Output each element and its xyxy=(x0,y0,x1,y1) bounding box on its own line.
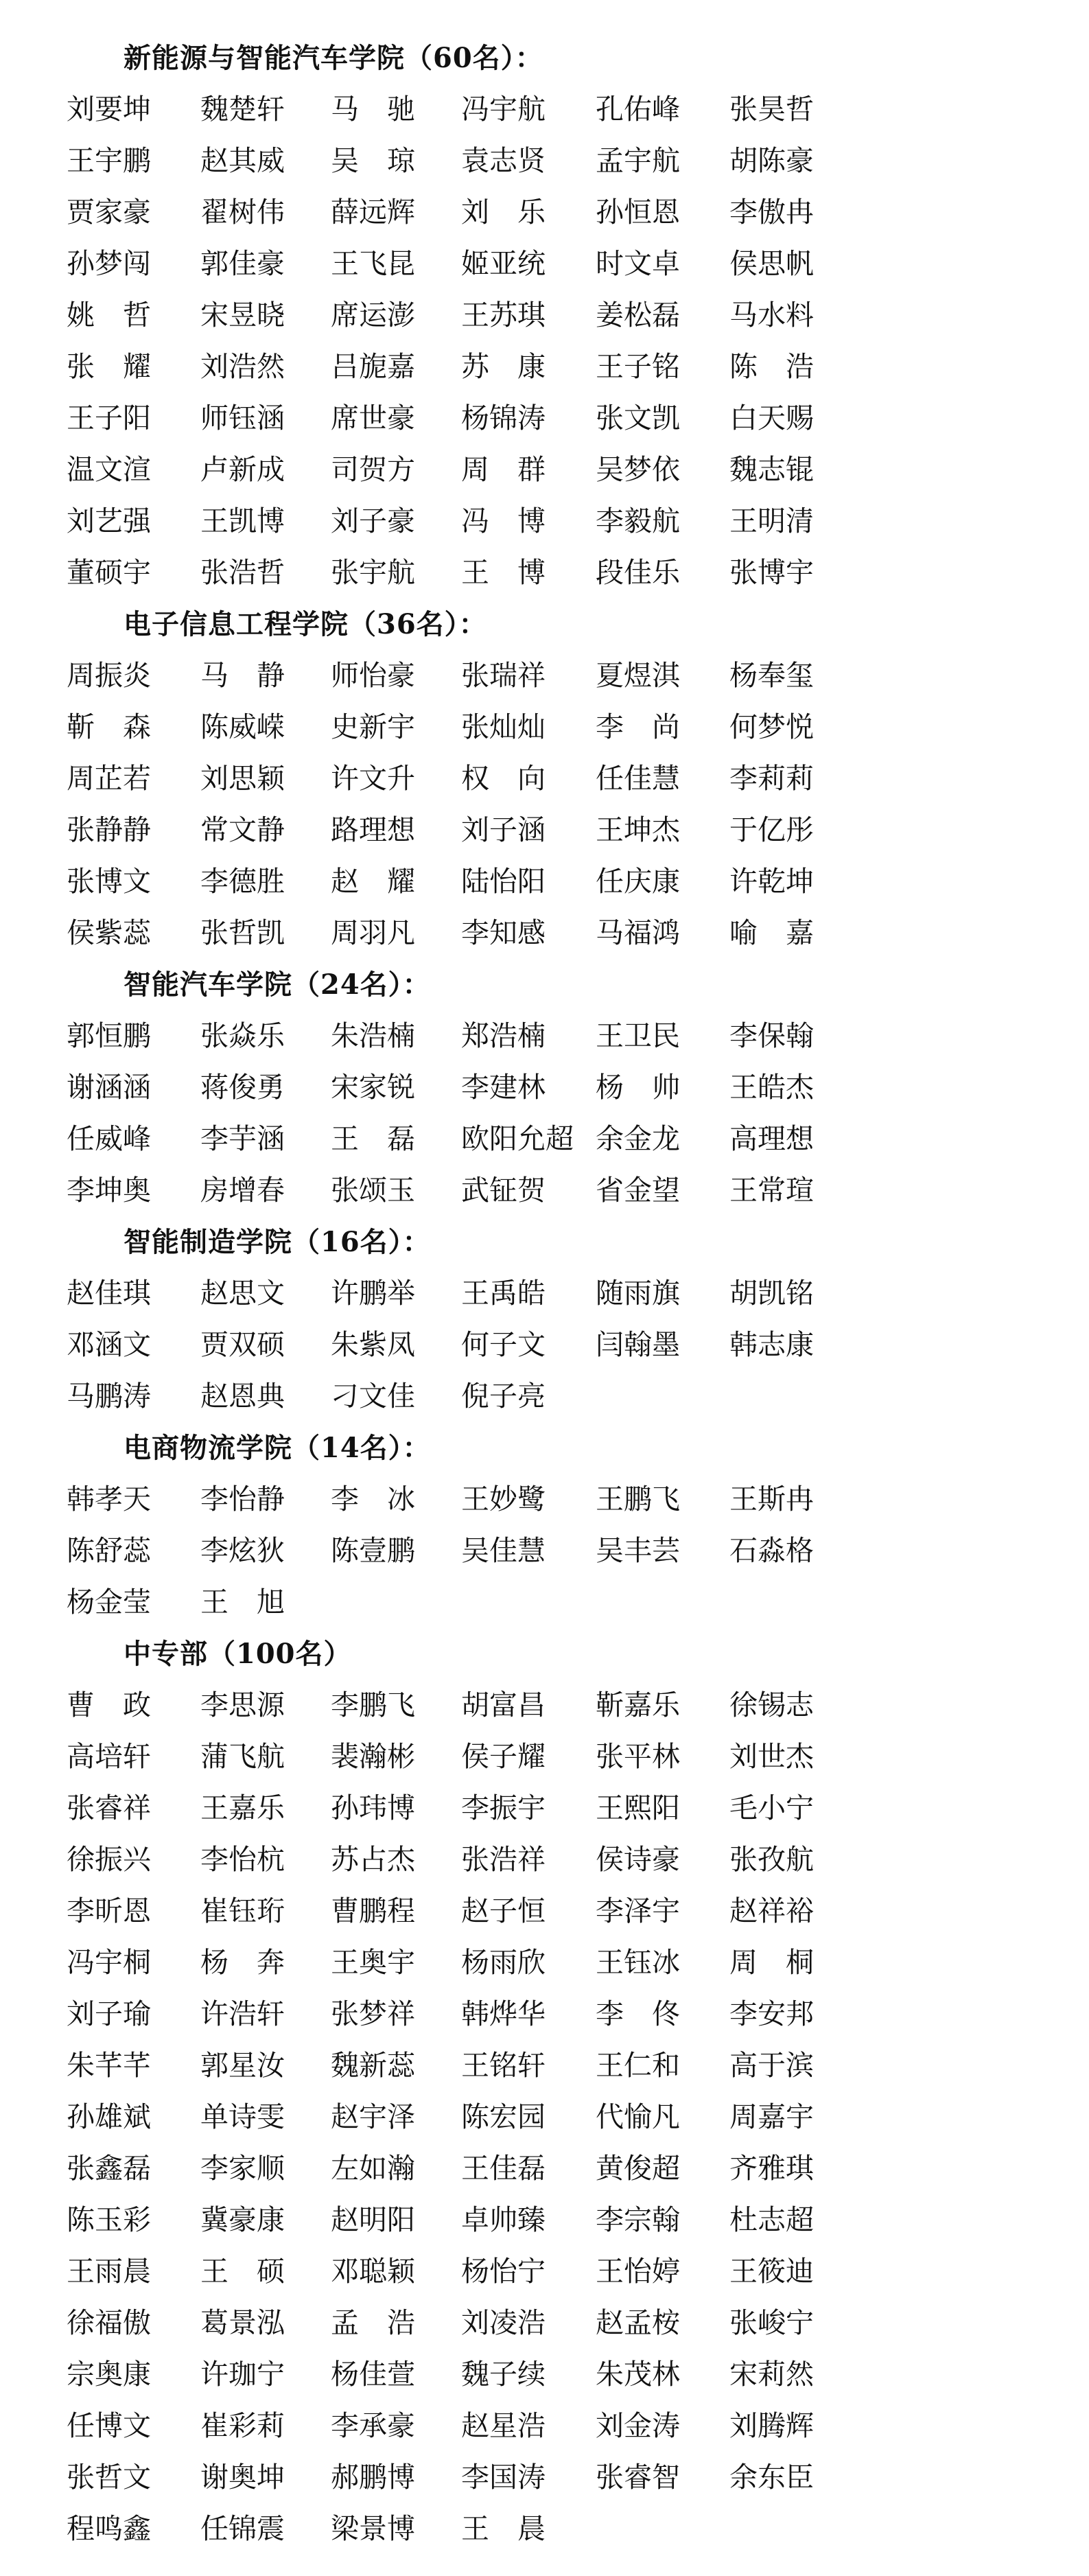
name-row xyxy=(0,2503,1089,2555)
student-name: 吴梦依 xyxy=(596,453,680,486)
student-name: 李 佟 xyxy=(596,1997,680,2030)
student-name: 王禹皓 xyxy=(461,1277,546,1310)
name-row xyxy=(0,1010,1089,1062)
student-name: 王皓杰 xyxy=(729,1071,814,1104)
student-name: 刘浩然 xyxy=(200,350,285,383)
student-name: 薛远辉 xyxy=(331,196,415,229)
student-name: 余东臣 xyxy=(729,2461,814,2494)
student-name: 杨 奔 xyxy=(200,1946,285,1979)
student-name: 蒲飞航 xyxy=(200,1740,285,1773)
student-name: 胡富昌 xyxy=(461,1689,546,1721)
student-name: 李怡杭 xyxy=(200,1843,285,1876)
student-name: 陈壹鹏 xyxy=(331,1534,415,1567)
section-heading: 智能制造学院（16名）： xyxy=(124,1226,431,1258)
student-name: 王妙鹭 xyxy=(461,1483,546,1516)
student-name: 朱紫凤 xyxy=(331,1328,415,1361)
student-name: 孔佑峰 xyxy=(596,93,680,126)
student-name: 孙恒恩 xyxy=(596,196,680,229)
student-name: 赵明阳 xyxy=(331,2203,415,2236)
student-name: 刘凌浩 xyxy=(461,2306,546,2339)
student-name: 任锦震 xyxy=(200,2512,285,2545)
name-row xyxy=(0,1680,1089,1731)
name-row xyxy=(0,2452,1089,2503)
student-name: 裴瀚彬 xyxy=(331,1740,415,1773)
name-row xyxy=(0,753,1089,804)
student-name: 姜松磊 xyxy=(596,299,680,332)
student-name: 李昕恩 xyxy=(67,1894,151,1927)
student-name: 王嘉乐 xyxy=(200,1791,285,1824)
student-name: 卓帅臻 xyxy=(461,2203,546,2236)
name-row xyxy=(0,650,1089,701)
student-name: 马水料 xyxy=(729,299,814,332)
student-name: 胡凯铭 xyxy=(729,1277,814,1310)
student-name: 吕旎嘉 xyxy=(331,350,415,383)
student-name: 代愉凡 xyxy=(596,2100,680,2133)
student-name: 李鹏飞 xyxy=(331,1689,415,1721)
student-name: 张睿祥 xyxy=(67,1791,151,1824)
student-name: 李知感 xyxy=(461,916,546,949)
student-name: 周 群 xyxy=(461,453,546,486)
student-name: 倪子亮 xyxy=(461,1380,546,1413)
name-row xyxy=(0,1062,1089,1113)
student-name: 王怡婷 xyxy=(596,2255,680,2288)
student-name: 王 磊 xyxy=(331,1122,415,1155)
student-name: 侯思帆 xyxy=(729,247,814,280)
name-row xyxy=(0,856,1089,907)
student-name: 马 驰 xyxy=(331,93,415,126)
student-name: 吴丰芸 xyxy=(596,1534,680,1567)
student-name: 王筱迪 xyxy=(729,2255,814,2288)
student-name: 刁文佳 xyxy=(331,1380,415,1413)
student-name: 杨锦涛 xyxy=(461,402,546,434)
student-name: 宋昱晓 xyxy=(200,299,285,332)
student-name: 周芷若 xyxy=(67,762,151,795)
student-name: 王佳磊 xyxy=(461,2152,546,2185)
name-row xyxy=(0,1834,1089,1885)
student-name: 张浩祥 xyxy=(461,1843,546,1876)
student-name: 郭佳豪 xyxy=(200,247,285,280)
section-heading: 中专部（100名） xyxy=(124,1638,352,1670)
student-name: 王子阳 xyxy=(67,402,151,434)
name-row xyxy=(0,1319,1089,1371)
student-name: 李 尚 xyxy=(596,710,680,743)
student-name: 李怡静 xyxy=(200,1483,285,1516)
name-row xyxy=(0,84,1089,135)
student-name: 杨佳萱 xyxy=(331,2358,415,2391)
student-name: 朱芊芊 xyxy=(67,2049,151,2082)
student-name: 周嘉宇 xyxy=(729,2100,814,2133)
student-name: 赵佳琪 xyxy=(67,1277,151,1310)
student-name: 路理想 xyxy=(331,813,415,846)
name-row xyxy=(0,2194,1089,2246)
student-name: 徐振兴 xyxy=(67,1843,151,1876)
student-name: 单诗雯 xyxy=(200,2100,285,2133)
student-name: 师怡豪 xyxy=(331,659,415,692)
student-name: 孙梦闯 xyxy=(67,247,151,280)
student-name: 赵子恒 xyxy=(461,1894,546,1927)
student-name: 张鑫磊 xyxy=(67,2152,151,2185)
student-name: 于亿彤 xyxy=(729,813,814,846)
student-name: 张昊哲 xyxy=(729,93,814,126)
student-name: 席运澎 xyxy=(331,299,415,332)
student-name: 宋莉然 xyxy=(729,2358,814,2391)
student-name: 王 晨 xyxy=(461,2512,546,2545)
student-name: 段佳乐 xyxy=(596,556,680,589)
student-name: 高于滨 xyxy=(729,2049,814,2082)
student-name: 许鹏举 xyxy=(331,1277,415,1310)
student-name: 师钰涵 xyxy=(200,402,285,434)
student-name: 胡陈豪 xyxy=(729,144,814,177)
student-name: 何梦悦 xyxy=(729,710,814,743)
student-name: 许文升 xyxy=(331,762,415,795)
student-name: 刘腾辉 xyxy=(729,2409,814,2442)
student-name: 张瑞祥 xyxy=(461,659,546,692)
student-name: 蒋俊勇 xyxy=(200,1071,285,1104)
student-name: 马鹏涛 xyxy=(67,1380,151,1413)
name-row xyxy=(0,238,1089,290)
student-name: 靳 森 xyxy=(67,710,151,743)
student-name: 吴佳慧 xyxy=(461,1534,546,1567)
name-row xyxy=(0,290,1089,341)
student-name: 任庆康 xyxy=(596,865,680,898)
student-name: 何子文 xyxy=(461,1328,546,1361)
student-name: 司贺方 xyxy=(331,453,415,486)
student-name: 孟宇航 xyxy=(596,144,680,177)
name-row xyxy=(0,341,1089,393)
student-name: 李毅航 xyxy=(596,504,680,537)
student-name: 陈舒蕊 xyxy=(67,1534,151,1567)
student-name: 席世豪 xyxy=(331,402,415,434)
student-name: 许珈宁 xyxy=(200,2358,285,2391)
name-row xyxy=(0,496,1089,547)
student-name: 陆怡阳 xyxy=(461,865,546,898)
student-name: 李傲冉 xyxy=(729,196,814,229)
student-name: 张 耀 xyxy=(67,350,151,383)
student-name: 王苏琪 xyxy=(461,299,546,332)
student-name: 余金龙 xyxy=(596,1122,680,1155)
student-name: 韩志康 xyxy=(729,1328,814,1361)
name-row xyxy=(0,2040,1089,2091)
name-row xyxy=(0,444,1089,496)
student-name: 黄俊超 xyxy=(596,2152,680,2185)
student-name: 李保翰 xyxy=(729,1019,814,1052)
student-name: 刘子涵 xyxy=(461,813,546,846)
student-name: 王奥宇 xyxy=(331,1946,415,1979)
student-name: 杨金莹 xyxy=(67,1586,151,1618)
name-row xyxy=(0,2091,1089,2143)
student-name: 侯子耀 xyxy=(461,1740,546,1773)
student-name: 侯紫蕊 xyxy=(67,916,151,949)
name-row xyxy=(0,187,1089,238)
student-name: 宋家锐 xyxy=(331,1071,415,1104)
student-name: 靳嘉乐 xyxy=(596,1689,680,1721)
name-row xyxy=(0,1885,1089,1937)
student-name: 时文卓 xyxy=(596,247,680,280)
name-row xyxy=(0,907,1089,959)
name-row xyxy=(0,1474,1089,1525)
student-name: 赵思文 xyxy=(200,1277,285,1310)
student-name: 高培轩 xyxy=(67,1740,151,1773)
student-name: 朱浩楠 xyxy=(331,1019,415,1052)
student-name: 魏楚轩 xyxy=(200,93,285,126)
student-name: 马 静 xyxy=(200,659,285,692)
student-name: 王明清 xyxy=(729,504,814,537)
name-row xyxy=(0,1783,1089,1834)
student-name: 王仁和 xyxy=(596,2049,680,2082)
student-name: 卢新成 xyxy=(200,453,285,486)
student-name: 赵恩典 xyxy=(200,1380,285,1413)
student-name: 崔彩莉 xyxy=(200,2409,285,2442)
student-name: 李宗翰 xyxy=(596,2203,680,2236)
student-name: 王子铭 xyxy=(596,350,680,383)
student-name: 郝鹏博 xyxy=(331,2461,415,2494)
name-row xyxy=(0,135,1089,187)
student-name: 张颂玉 xyxy=(331,1174,415,1207)
student-name: 吴 琼 xyxy=(331,144,415,177)
student-name: 贾家豪 xyxy=(67,196,151,229)
student-name: 姚 哲 xyxy=(67,299,151,332)
student-name: 赵祥裕 xyxy=(729,1894,814,1927)
student-name: 冯宇航 xyxy=(461,93,546,126)
student-name: 张文凯 xyxy=(596,402,680,434)
student-name: 张博文 xyxy=(67,865,151,898)
student-name: 任威峰 xyxy=(67,1122,151,1155)
name-row xyxy=(0,1577,1089,1628)
student-name: 郑浩楠 xyxy=(461,1019,546,1052)
student-name: 李 冰 xyxy=(331,1483,415,1516)
student-name: 张宇航 xyxy=(331,556,415,589)
student-name: 王熙阳 xyxy=(596,1791,680,1824)
student-name: 冀豪康 xyxy=(200,2203,285,2236)
student-name: 杨 帅 xyxy=(596,1071,680,1104)
student-name: 孟 浩 xyxy=(331,2306,415,2339)
student-name: 张峻宁 xyxy=(729,2306,814,2339)
student-name: 朱茂林 xyxy=(596,2358,680,2391)
student-name: 袁志贤 xyxy=(461,144,546,177)
student-name: 郭星汝 xyxy=(200,2049,285,2082)
student-name: 张平林 xyxy=(596,1740,680,1773)
student-name: 徐福傲 xyxy=(67,2306,151,2339)
student-name: 王宇鹏 xyxy=(67,144,151,177)
student-name: 陈玉彩 xyxy=(67,2203,151,2236)
student-name: 郭恒鹏 xyxy=(67,1019,151,1052)
section-heading: 新能源与智能汽车学院（60名）： xyxy=(124,42,543,74)
student-name: 张静静 xyxy=(67,813,151,846)
student-name: 冯宇桐 xyxy=(67,1946,151,1979)
student-name: 喻 嘉 xyxy=(729,916,814,949)
student-name: 高理想 xyxy=(729,1122,814,1155)
student-name: 谢奥坤 xyxy=(200,2461,285,2494)
student-name: 刘思颖 xyxy=(200,762,285,795)
student-name: 陈宏园 xyxy=(461,2100,546,2133)
section-heading: 电商物流学院（14名）： xyxy=(124,1432,431,1464)
student-name: 夏煜淇 xyxy=(596,659,680,692)
student-name: 张博宇 xyxy=(729,556,814,589)
student-name: 陈威嵘 xyxy=(200,710,285,743)
student-name: 温文渲 xyxy=(67,453,151,486)
student-name: 石淼格 xyxy=(729,1534,814,1567)
student-name: 徐锡志 xyxy=(729,1689,814,1721)
name-row xyxy=(0,1937,1089,1988)
student-name: 省金望 xyxy=(596,1174,680,1207)
student-name: 苏 康 xyxy=(461,350,546,383)
name-row xyxy=(0,804,1089,856)
name-row xyxy=(0,2143,1089,2194)
student-name: 张焱乐 xyxy=(200,1019,285,1052)
student-name: 邓聪颖 xyxy=(331,2255,415,2288)
student-name: 葛景泓 xyxy=(200,2306,285,2339)
student-name: 李坤奥 xyxy=(67,1174,151,1207)
student-name: 魏新蕊 xyxy=(331,2049,415,2082)
student-name: 王卫民 xyxy=(596,1019,680,1052)
student-name: 刘子瑜 xyxy=(67,1997,151,2030)
student-name: 刘 乐 xyxy=(461,196,546,229)
student-name: 翟树伟 xyxy=(200,196,285,229)
student-name: 周羽凡 xyxy=(331,916,415,949)
student-name: 韩孝天 xyxy=(67,1483,151,1516)
student-name: 李建林 xyxy=(461,1071,546,1104)
student-name: 李承豪 xyxy=(331,2409,415,2442)
student-name: 宗奥康 xyxy=(67,2358,151,2391)
student-name: 王 旭 xyxy=(200,1586,285,1618)
student-name: 史新宇 xyxy=(331,710,415,743)
student-name: 孙雄斌 xyxy=(67,2100,151,2133)
student-name: 李安邦 xyxy=(729,1997,814,2030)
student-name: 王坤杰 xyxy=(596,813,680,846)
name-row xyxy=(0,1525,1089,1577)
name-row xyxy=(0,1731,1089,1783)
student-name: 任佳慧 xyxy=(596,762,680,795)
name-row xyxy=(0,2297,1089,2349)
student-name: 程鸣鑫 xyxy=(67,2512,151,2545)
student-name: 许浩轩 xyxy=(200,1997,285,2030)
name-row xyxy=(0,547,1089,599)
student-name: 杨雨欣 xyxy=(461,1946,546,1979)
student-name: 王常瑄 xyxy=(729,1174,814,1207)
student-name: 随雨旗 xyxy=(596,1277,680,1310)
student-name: 周 桐 xyxy=(729,1946,814,1979)
student-name: 魏子续 xyxy=(461,2358,546,2391)
student-name: 毛小宁 xyxy=(729,1791,814,1824)
student-name: 李德胜 xyxy=(200,865,285,898)
name-row xyxy=(0,1165,1089,1216)
student-name: 张灿灿 xyxy=(461,710,546,743)
student-name: 李莉莉 xyxy=(729,762,814,795)
student-name: 刘艺强 xyxy=(67,504,151,537)
student-name: 杨怡宁 xyxy=(461,2255,546,2288)
name-row xyxy=(0,1113,1089,1165)
student-name: 许乾坤 xyxy=(729,865,814,898)
student-name: 侯诗豪 xyxy=(596,1843,680,1876)
student-name: 白天赐 xyxy=(729,402,814,434)
student-name: 谢涵涵 xyxy=(67,1071,151,1104)
student-name: 马福鸿 xyxy=(596,916,680,949)
student-name: 姬亚统 xyxy=(461,247,546,280)
student-name: 王 博 xyxy=(461,556,546,589)
student-name: 贾双硕 xyxy=(200,1328,285,1361)
student-name: 陈 浩 xyxy=(729,350,814,383)
student-name: 王飞昆 xyxy=(331,247,415,280)
student-name: 刘要坤 xyxy=(67,93,151,126)
student-name: 孙玮博 xyxy=(331,1791,415,1824)
student-name: 张哲凯 xyxy=(200,916,285,949)
student-name: 权 向 xyxy=(461,762,546,795)
name-row xyxy=(0,2400,1089,2452)
student-name: 李国涛 xyxy=(461,2461,546,2494)
student-name: 赵其威 xyxy=(200,144,285,177)
name-row xyxy=(0,2349,1089,2400)
student-name: 任博文 xyxy=(67,2409,151,2442)
student-name: 李思源 xyxy=(200,1689,285,1721)
student-name: 赵宇泽 xyxy=(331,2100,415,2133)
student-name: 王钰冰 xyxy=(596,1946,680,1979)
name-row xyxy=(0,1268,1089,1319)
student-name: 欧阳允超 xyxy=(461,1122,574,1155)
student-name: 王凯博 xyxy=(200,504,285,537)
student-name: 邓涵文 xyxy=(67,1328,151,1361)
student-name: 刘世杰 xyxy=(729,1740,814,1773)
student-name: 杨奉玺 xyxy=(729,659,814,692)
student-name: 张梦祥 xyxy=(331,1997,415,2030)
student-name: 李家顺 xyxy=(200,2152,285,2185)
name-row xyxy=(0,2246,1089,2297)
student-name: 张浩哲 xyxy=(200,556,285,589)
student-name: 曹鹏程 xyxy=(331,1894,415,1927)
student-name: 冯 博 xyxy=(461,504,546,537)
student-name: 韩烨华 xyxy=(461,1997,546,2030)
student-name: 刘金涛 xyxy=(596,2409,680,2442)
student-name: 张睿智 xyxy=(596,2461,680,2494)
student-name: 崔钰珩 xyxy=(200,1894,285,1927)
student-name: 李振宇 xyxy=(461,1791,546,1824)
student-name: 王鹏飞 xyxy=(596,1483,680,1516)
section-heading: 智能汽车学院（24名）： xyxy=(124,968,431,1001)
student-name: 李芋涵 xyxy=(200,1122,285,1155)
student-name: 苏占杰 xyxy=(331,1843,415,1876)
student-name: 杜志超 xyxy=(729,2203,814,2236)
student-name: 魏志锟 xyxy=(729,453,814,486)
student-name: 王 硕 xyxy=(200,2255,285,2288)
section-heading: 电子信息工程学院（36名）： xyxy=(124,608,487,640)
student-name: 左如瀚 xyxy=(331,2152,415,2185)
student-name: 曹 政 xyxy=(67,1689,151,1721)
student-name: 齐雅琪 xyxy=(729,2152,814,2185)
student-name: 张孜航 xyxy=(729,1843,814,1876)
student-name: 张哲文 xyxy=(67,2461,151,2494)
student-name: 赵孟桉 xyxy=(596,2306,680,2339)
name-row xyxy=(0,393,1089,444)
student-name: 刘子豪 xyxy=(331,504,415,537)
student-name: 王铭轩 xyxy=(461,2049,546,2082)
student-name: 王斯冉 xyxy=(729,1483,814,1516)
student-name: 王雨晨 xyxy=(67,2255,151,2288)
student-name: 房增春 xyxy=(200,1174,285,1207)
student-name: 赵 耀 xyxy=(331,865,415,898)
student-name: 常文静 xyxy=(200,813,285,846)
name-row xyxy=(0,701,1089,753)
student-name: 董硕宇 xyxy=(67,556,151,589)
student-name: 李炫狄 xyxy=(200,1534,285,1567)
name-row xyxy=(0,1371,1089,1422)
student-name: 周振炎 xyxy=(67,659,151,692)
student-name: 武钲贺 xyxy=(461,1174,546,1207)
student-name: 赵星浩 xyxy=(461,2409,546,2442)
student-name: 闫翰墨 xyxy=(596,1328,680,1361)
student-name: 李泽宇 xyxy=(596,1894,680,1927)
student-name: 梁景博 xyxy=(331,2512,415,2545)
name-row xyxy=(0,1988,1089,2040)
